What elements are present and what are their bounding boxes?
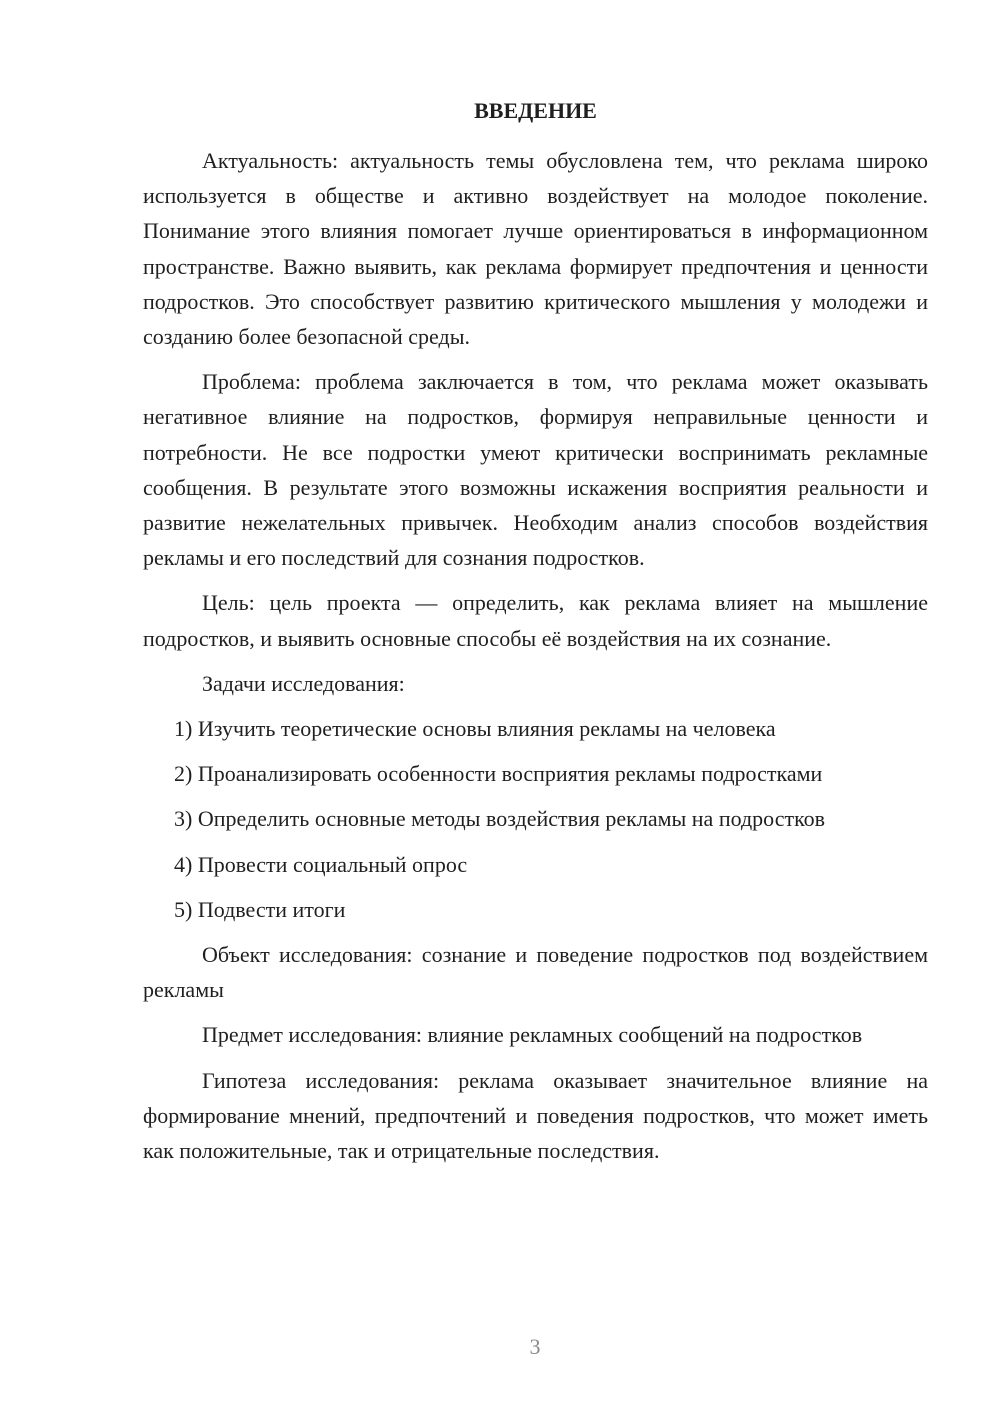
relevance-paragraph: Актуальность: актуальность темы обусловлена тем, что реклама широко используется в обществе и активно воздействует на молодое поколение. Понимание этого влияния помогает лучше ориентироваться в информационном пространстве. Важно выявить, как реклама формирует предпочтения и ценности подростков. Это способствует развитию критического мышления у молодежи и созданию более безопасной среды.	[143, 148, 928, 350]
page-title: ВВЕДЕНИЕ	[474, 98, 597, 123]
goal-paragraph: Цель: цель проекта — определить, как реклама влияет на мышление подростков, и выявить основные способы её воздействия на их сознание.	[143, 590, 928, 651]
object-paragraph: Объект исследования: сознание и поведение подростков под воздействием рекламы	[143, 942, 928, 1003]
task-item-5: 5) Подвести итоги	[174, 896, 346, 922]
task-item-2: 2) Проанализировать особенности восприятия рекламы подростками	[174, 761, 823, 787]
task-item-1: 1) Изучить теоретические основы влияния рекламы на человека	[174, 716, 776, 742]
tasks-list	[143, 711, 928, 927]
task-item-3: 3) Определить основные методы воздействия рекламы на подростков	[174, 806, 826, 832]
task-item-4: 4) Провести социальный опрос	[174, 851, 468, 877]
problem-paragraph: Проблема: проблема заключается в том, что реклама может оказывать негативное влияние на подростков, формируя неправильные ценности и потребности. Не все подростки умеют критически воспринимать рекламные сообщения. В результате этого возможны искажения восприятия реальности и развитие нежелательных привычек. Необходим анализ способов воздействия рекламы и его последствий для сознания подростков.	[143, 369, 928, 571]
page-number: 3	[529, 1334, 541, 1359]
hypothesis-paragraph: Гипотеза исследования: реклама оказывает значительное влияние на формирование мнений, предпочтений и поведения подростков, что может иметь как положительные, так и отрицательные последствия.	[143, 1067, 928, 1164]
tasks-heading: Задачи исследования:	[202, 670, 405, 696]
subject-paragraph: Предмет исследования: влияние рекламных сообщений на подростков	[202, 1022, 863, 1048]
document-body	[143, 143, 928, 1178]
